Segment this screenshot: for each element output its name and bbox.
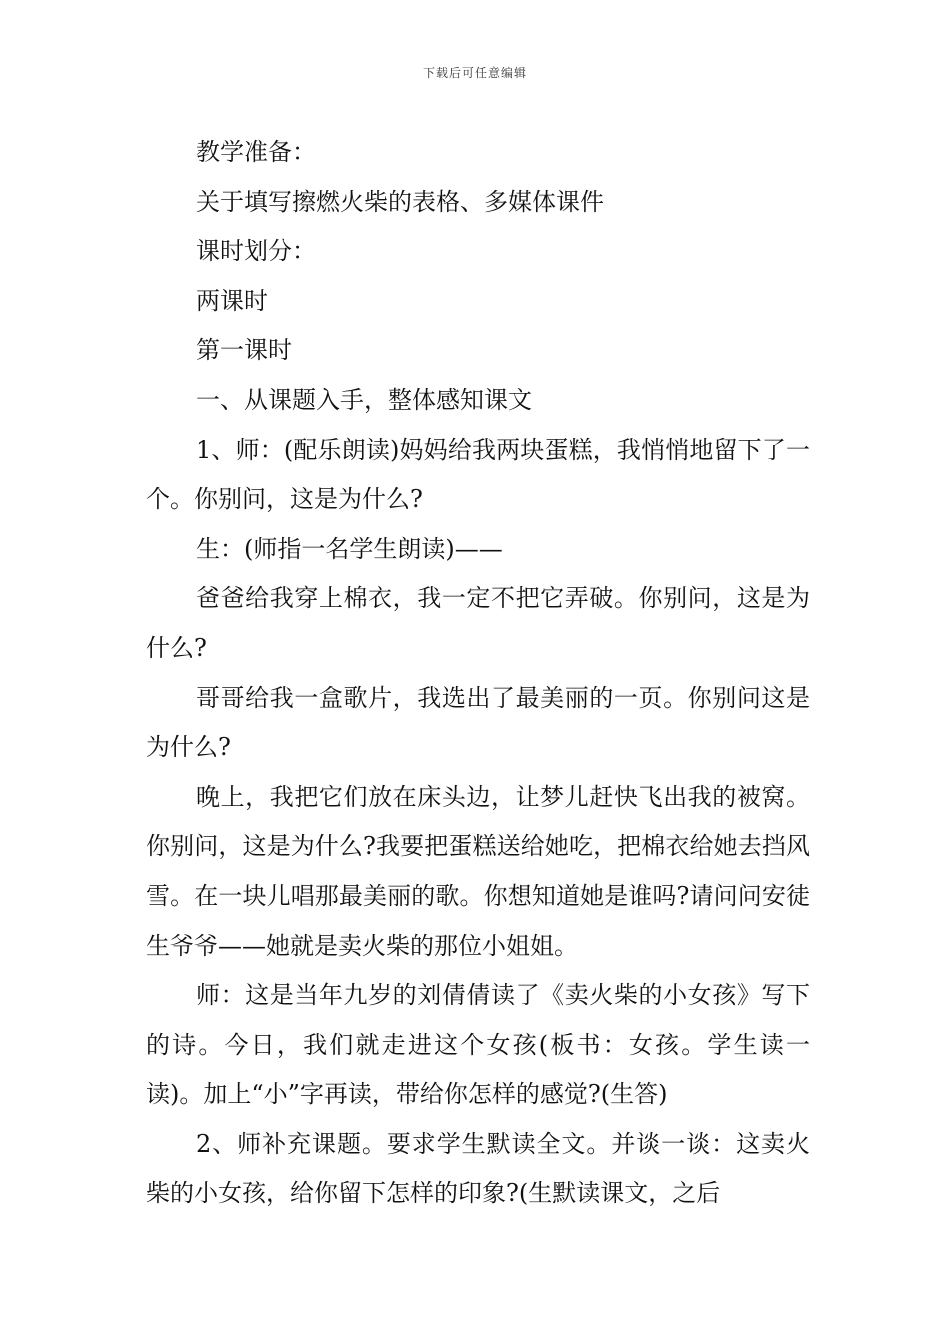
page-header: 下载后可任意编辑 xyxy=(422,66,527,80)
paragraph-preparation-heading: 教学准备： xyxy=(196,138,316,166)
paragraph-schedule-content: 两课时 xyxy=(196,286,268,315)
paragraph-lesson-one-heading: 第一课时 xyxy=(196,336,292,365)
paragraph-teacher-intro: 师：这是当年九岁的刘倩倩读了《卖火柴的小女孩》写下的诗。今日，我们就走进这个女孩(板书：女孩。学生读一读)。加上“小”字再读，带给你怎样的感觉?(生答) xyxy=(146,981,810,1109)
paragraph-section-one-heading: 一、从课题入手，整体感知课文 xyxy=(196,385,532,414)
paragraph-schedule-heading: 课时划分： xyxy=(196,237,316,266)
paragraph-item-two: 2、师补充课题。要求学生默读全文。并谈一谈：这卖火柴的小女孩，给你留下怎样的印象?(生默读课文，之后 xyxy=(146,1129,810,1208)
paragraph-poem-brother: 哥哥给我一盒歌片，我选出了最美丽的一页。你别问这是为什么? xyxy=(146,683,810,762)
paragraph-poem-father: 爸爸给我穿上棉衣，我一定不把它弄破。你别问，这是为什么? xyxy=(146,584,810,662)
paragraph-preparation-content: 关于填写擦燃火柴的表格、多媒体课件 xyxy=(196,187,604,216)
paragraph-poem-evening: 晚上，我把它们放在床头边，让梦儿赶快飞出我的被窝。你别问，这是为什么?我要把蛋糕送给她吃，把棉衣给她去挡风雪。在一块儿唱那最美丽的歌。你想知道她是谁吗?请问问安徒生爷爷——她就是卖火柴的那位小姐姐。 xyxy=(146,782,810,960)
paragraph-student-reading: 生：(师指一名学生朗读)—— xyxy=(196,534,503,563)
paragraph-item-one: 1、师：(配乐朗读)妈妈给我两块蛋糕，我悄悄地留下了一个。你别问，这是为什么? xyxy=(146,435,810,514)
document-body xyxy=(146,128,810,1219)
